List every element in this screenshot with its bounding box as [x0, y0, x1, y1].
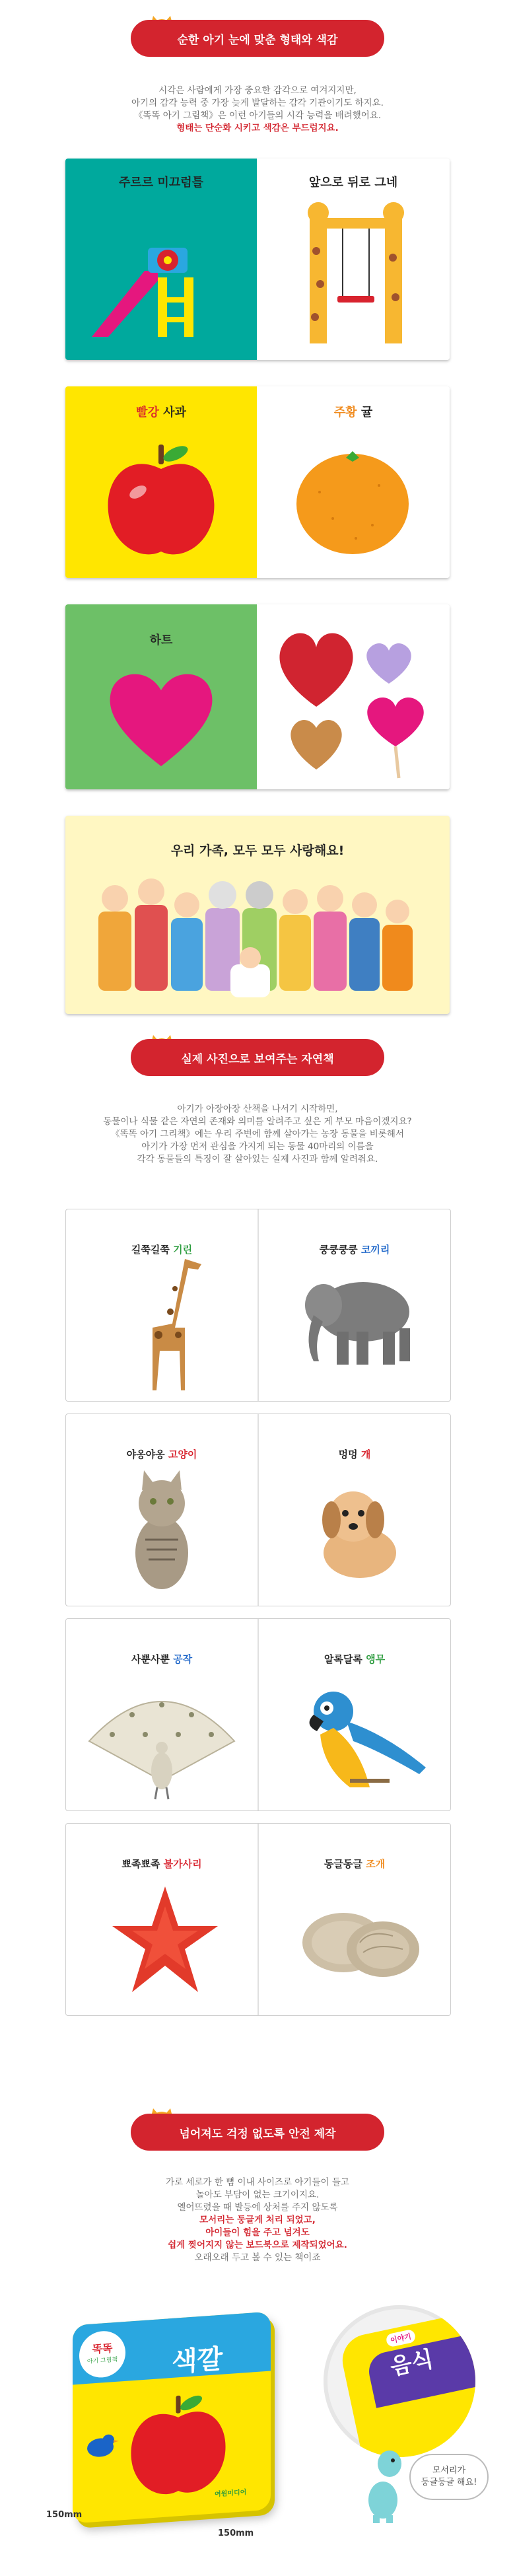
sound-word: 멍멍 — [338, 1449, 358, 1460]
book-spread-heart — [65, 604, 450, 789]
intro-line: 아기의 감각 능력 중 가장 늦게 발달하는 감각 기관이기도 하지요. — [131, 98, 384, 108]
family-illustration — [92, 872, 422, 1004]
intro-paragraph — [73, 1103, 442, 1166]
intro-line: 아기가 아장아장 산책을 나서기 시작하면, — [177, 1104, 338, 1114]
page-divider — [258, 1824, 259, 2015]
slide-illustration — [85, 218, 244, 343]
dinosaur-icon — [360, 2444, 406, 2523]
cat-photo — [119, 1467, 205, 1592]
page-divider — [258, 1209, 259, 1401]
parrot-photo — [297, 1682, 429, 1794]
book-spread-peacock-parrot — [65, 1618, 451, 1811]
animal-name: 조개 — [366, 1858, 386, 1870]
book-cover — [73, 2312, 271, 2524]
page-caption: 앞으로 뒤로 그네 — [308, 176, 398, 190]
sound-word: 쿵쿵쿵쿵 — [319, 1244, 358, 1256]
section-title-banner: 순한 아기 눈에 맞춘 형태와 색감 — [131, 20, 384, 57]
page-right — [257, 604, 450, 789]
intro-line: 각각 동물들의 특징이 잘 살아있는 실제 사진과 함께 알려줘요. — [137, 1154, 378, 1164]
section-title-banner: 실제 사진으로 보여주는 자연책 — [131, 1039, 384, 1076]
object-word: 귤 — [360, 406, 373, 419]
detail-book-title: 음식 — [388, 2345, 436, 2381]
book-spread-slide-swing — [65, 159, 450, 360]
animal-name: 개 — [360, 1449, 371, 1460]
page-left — [65, 604, 257, 789]
giraffe-swing-illustration — [296, 198, 415, 350]
animal-name: 앵무 — [366, 1653, 386, 1665]
book-spread-apple-orange — [65, 386, 450, 578]
bird-icon — [81, 2427, 120, 2463]
starfish-photo — [109, 1883, 221, 1995]
page-divider — [258, 1414, 259, 1606]
animal-name: 고양이 — [168, 1449, 197, 1460]
page-caption: 우리 가족, 모두 모두 사랑해요! — [170, 843, 345, 858]
sound-word: 사뿐사뿐 — [131, 1653, 170, 1665]
heart-objects-illustration — [263, 621, 442, 779]
detail-tab-label: 이야기 — [385, 2329, 416, 2348]
intro-line: 아기가 가장 먼저 관심을 가지게 되는 동물 40마리의 이름을 — [141, 1141, 374, 1152]
dimension-label-height: 150mm — [46, 2510, 83, 2520]
speech-bubble — [409, 2454, 489, 2500]
intro-highlight: 형태는 단순화 시키고 색감은 부드럽지요. — [176, 123, 339, 133]
sound-word: 동글동글 — [324, 1858, 362, 1870]
animal-name: 공작 — [173, 1653, 193, 1665]
color-word: 빨강 — [136, 406, 159, 419]
giraffe-photo — [112, 1249, 218, 1394]
animal-name: 불가사리 — [163, 1858, 202, 1870]
book-page-family — [65, 816, 450, 1014]
intro-paragraph — [73, 85, 442, 135]
intro-line: 동물이나 식물 같은 자연의 존재와 의미를 알려주고 싶은 게 부모 마음이겠지요? — [103, 1116, 412, 1127]
sound-word: 야옹야옹 — [126, 1449, 165, 1460]
book-title: 색깔 — [172, 2343, 223, 2378]
intro-line: 옐어뜨렸을 때 발등에 상처를 주지 않도록 — [177, 2202, 338, 2213]
heart-illustration — [105, 664, 217, 769]
page-right — [257, 386, 450, 578]
bubble-line: 모서리가 — [432, 2466, 466, 2476]
board-book-photo — [46, 2318, 284, 2543]
book-spread-cat-dog — [65, 1413, 451, 1606]
page-left — [65, 159, 257, 360]
page-right — [257, 159, 450, 360]
dog-photo — [304, 1477, 409, 1583]
sound-word: 뾰족뾰족 — [121, 1858, 160, 1870]
page-caption: 하트 — [149, 633, 173, 647]
dimension-label-width: 150mm — [218, 2528, 254, 2538]
section-title-banner: 넘어져도 걱정 없도록 안전 제작 — [131, 2114, 384, 2151]
intro-line: 가로 세로가 한 뼘 이내 사이즈로 아기들이 들고 — [166, 2177, 349, 2188]
sound-word: 알록달록 — [324, 1653, 362, 1665]
book-spread-giraffe-elephant — [65, 1209, 451, 1402]
bubble-line: 둥글둥글 해요! — [421, 2478, 477, 2487]
series-subtitle: 아기 그림책 — [86, 2356, 118, 2365]
sound-word: 길쭉길쭉 — [131, 1244, 170, 1256]
page-divider — [258, 1619, 259, 1810]
page-left — [65, 386, 257, 578]
intro-highlight: 쉽게 찢어지지 않는 보드북으로 제작되었어요. — [168, 2240, 347, 2250]
book-spread-starfish-clam — [65, 1823, 451, 2016]
intro-highlight: 아이들이 힘을 주고 넘겨도 — [205, 2227, 310, 2238]
intro-line: 놀아도 부담이 없는 크기이지요. — [195, 2190, 320, 2200]
intro-line: 오래오래 두고 볼 수 있는 책이죠 — [194, 2252, 321, 2263]
intro-line: 《똑똑 아기 그리책》에는 우리 주변에 함께 살아가는 농장 동물을 비롯해서 — [111, 1129, 404, 1139]
animal-name: 코끼리 — [360, 1244, 390, 1256]
orange-illustration — [293, 446, 412, 558]
elephant-photo — [297, 1269, 423, 1368]
series-name: 똑똑 — [92, 2342, 113, 2356]
clam-photo — [297, 1903, 423, 1982]
color-word: 주황 — [333, 406, 357, 419]
animal-name: 기린 — [173, 1244, 193, 1256]
apple-illustration — [102, 439, 221, 565]
intro-line: 《똑똑 아기 그림책》은 이런 아기들의 시각 능력을 배려했어요. — [133, 110, 382, 121]
publisher-name: 여원미디어 — [215, 2489, 247, 2499]
round-corner-detail — [324, 2305, 475, 2457]
intro-paragraph — [73, 2176, 442, 2264]
intro-highlight: 모서리는 둥글게 처리 되었고, — [199, 2215, 316, 2225]
object-word: 사과 — [163, 406, 186, 419]
page-caption: 주르르 미끄럼틀 — [119, 176, 203, 190]
intro-line: 시각은 사람에게 가장 중요한 감각으로 여겨지지만, — [158, 85, 357, 96]
peacock-photo — [86, 1682, 238, 1801]
